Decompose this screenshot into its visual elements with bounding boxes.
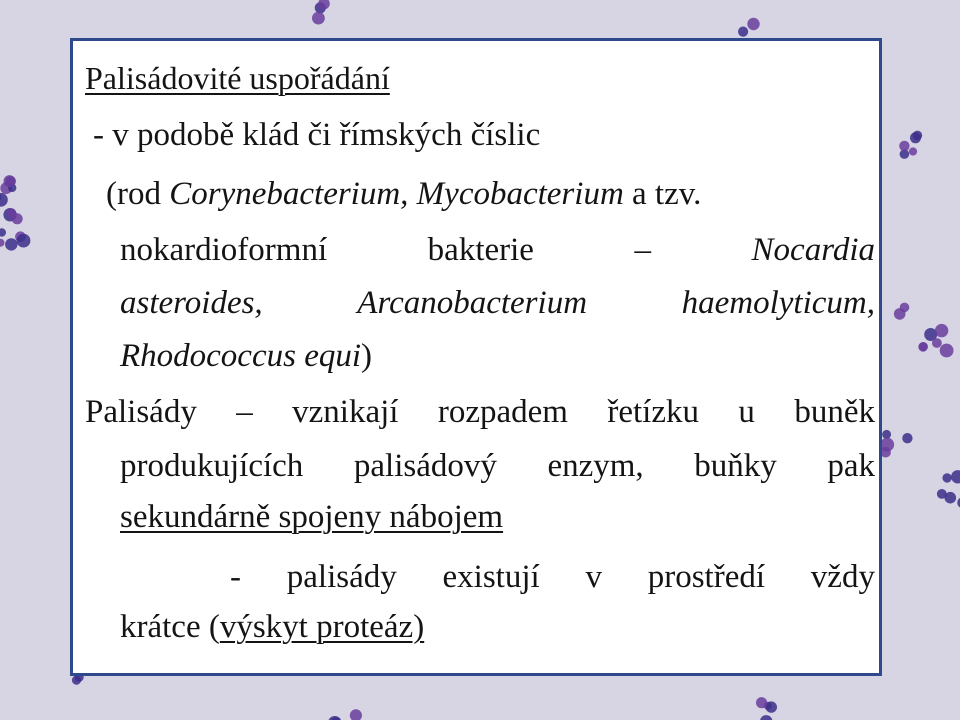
text-panel <box>70 38 882 676</box>
coccus-cell <box>738 27 748 37</box>
line6-word: – <box>236 394 253 430</box>
line-nocardioform <box>120 230 875 270</box>
line-enzyme <box>120 446 875 486</box>
heading-text: Palisádovité uspořádání <box>85 60 390 96</box>
line7-word: buňky <box>694 448 777 484</box>
line9-word: prostředí <box>647 559 766 595</box>
line-genus <box>106 174 701 214</box>
line7-word: produkujících <box>120 448 304 484</box>
line6-word: řetízku <box>607 394 699 430</box>
coccus-cell <box>913 131 923 141</box>
line6-word: rozpadem <box>437 394 568 430</box>
line-charge <box>120 497 503 537</box>
coccus-cell <box>902 433 912 443</box>
coccus-cell <box>919 342 928 351</box>
coccus-cell <box>942 473 951 482</box>
coccus-cell <box>882 430 891 439</box>
line8-text: sekundárně spojeny nábojem <box>120 499 504 535</box>
coccus-cell <box>935 324 948 337</box>
coccus-cell <box>932 338 942 348</box>
line10-underlined: výskyt proteáz) <box>219 609 425 645</box>
line4-word: asteroides, <box>120 285 263 321</box>
line-species <box>120 283 875 323</box>
line-protease <box>120 607 424 647</box>
line-rhodococcus <box>120 336 372 376</box>
line9-word: v <box>585 559 602 595</box>
line1-text: - v podobě klád či římských číslic <box>93 117 541 153</box>
line9-word: - <box>230 559 241 595</box>
line-palisades-def <box>85 392 875 432</box>
line3-word: – <box>634 232 651 268</box>
line3-word-italic: Nocardia <box>751 232 875 268</box>
coccus-cell <box>900 303 910 313</box>
line3-word: bakterie <box>427 232 534 268</box>
line6-word: u <box>738 394 755 430</box>
line10-prefix: krátce ( <box>120 609 220 645</box>
coccus-cell <box>17 234 31 248</box>
coccus-cell <box>940 344 954 358</box>
coccus-cell <box>899 141 909 151</box>
line-roman-numerals <box>93 115 540 155</box>
line4-word: haemolyticum, <box>681 285 875 321</box>
line6-word: buněk <box>794 394 875 430</box>
slide-heading <box>85 58 390 98</box>
coccus-cell <box>937 489 947 499</box>
coccus-cell <box>312 12 325 25</box>
line6-word: vznikají <box>292 394 399 430</box>
line5-suffix: ) <box>361 338 373 374</box>
line-existence <box>230 557 875 597</box>
coccus-cell <box>4 175 16 187</box>
line3-word: nokardioformní <box>120 232 328 268</box>
coccus-cell <box>12 213 23 224</box>
coccus-cell <box>909 147 917 155</box>
line6-term: Palisády <box>85 394 197 430</box>
line4-word: Arcanobacterium <box>357 285 588 321</box>
line5-species: Rhodococcus equi <box>120 338 362 374</box>
line9-word: vždy <box>810 559 875 595</box>
line7-word: enzym, <box>547 448 644 484</box>
coccus-cell <box>756 697 767 708</box>
line9-word: existují <box>442 559 540 595</box>
line7-word: pak <box>827 448 875 484</box>
line7-word: palisádový <box>353 448 497 484</box>
coccus-cell <box>5 238 17 250</box>
coccus-cell <box>747 18 759 30</box>
line2-prefix: (rod <box>106 176 170 212</box>
line9-word: palisády <box>286 559 397 595</box>
coccus-cell <box>766 701 777 712</box>
line2-suffix: a tzv. <box>623 176 702 212</box>
line2-genus-names: Corynebacterium, Mycobacterium <box>169 176 624 212</box>
